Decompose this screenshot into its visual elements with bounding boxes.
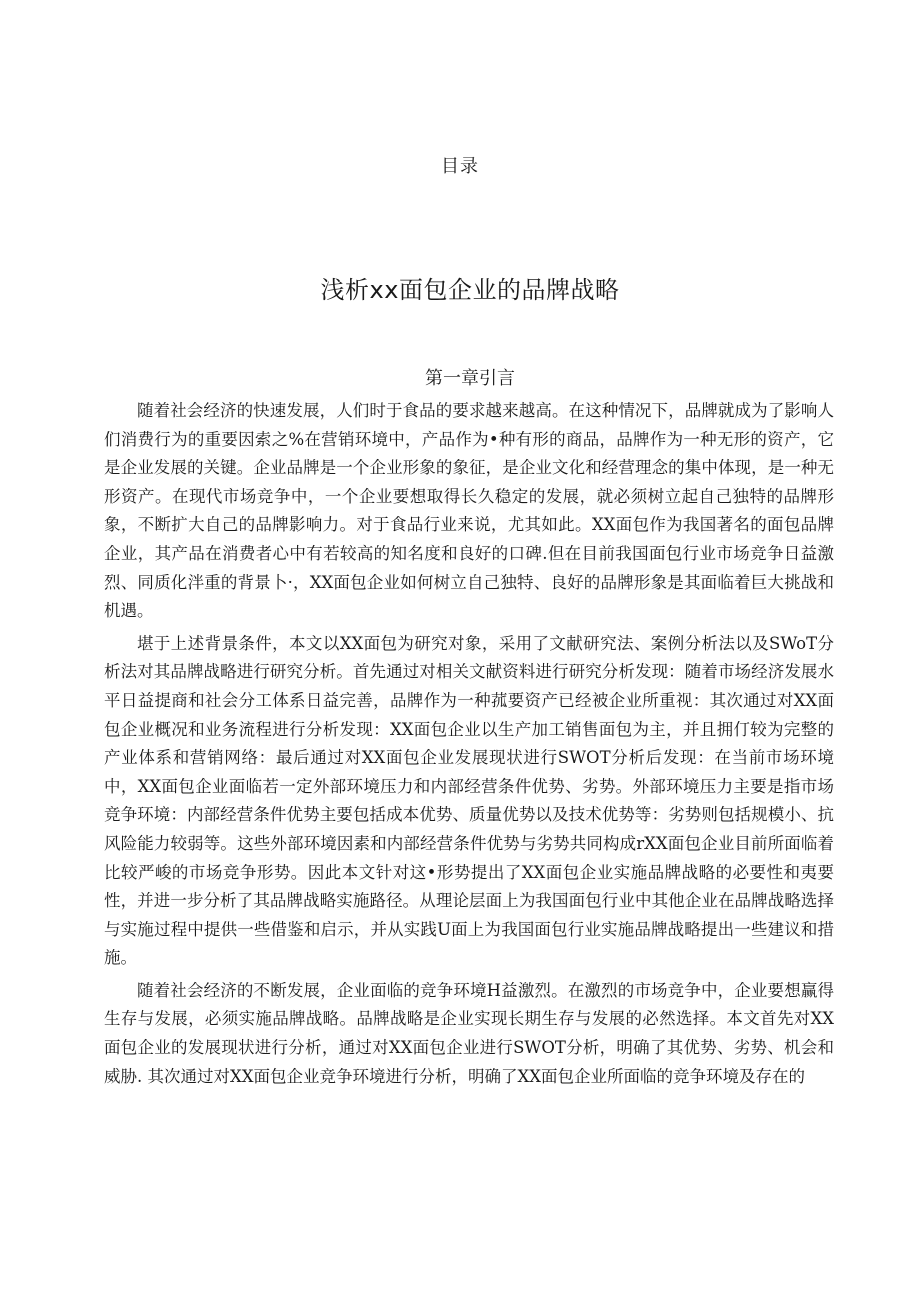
toc-heading: 目录 xyxy=(441,156,479,177)
paragraph-1: 随着社会经济的快速发展，人们时于食品的要求越来越高。在这种情况下，品牌就成为了影响人们消费行为的重要因索之%在营销环境中，产品作为•种有形的商品，品牌作为一种无形的资产，它是企业发展的关键。企业品牌是一个企业形象的象征，是企业文化和经营理念的集中体现，是一种无形资产。在现代市场竞争中，一个企业要想取得长久稳定的发展，就必须树立起自己独特的品牌形象，不断扩大自己的品牌影响力。对于食品行业来说，尤其如此。XX面包作为我国著名的面包品牌企业，其产品在消费者心中有若较高的知名度和良好的口碑.但在目前我国面包行业市场竞争日益激烈、同质化泮重的背景卜·，XX面包企业如何树立自己独特、良好的品牌形象是其面临着巨大挑战和机遇。 xyxy=(104,401,834,621)
body-text xyxy=(104,397,834,1095)
paragraph-2: 堪于上述背景条件，本文以XX面包为研究对象，采用了文献研究法、案例分析法以及SWoT分析法对其品牌战略进行研究分析。首先通过对相关文献资料进行研究分析发现：随着市场经济发展水平日益提商和社会分工体系日益完善，品牌作为一种菰要资产已经被企业所重视：其次通过对XX面包企业概况和业务流程进行分析发现：XX面包企业以生产加工销售面包为主，并且拥仃较为完整的产业体系和营销网络：最后通过对XX面包企业发展现状进行SWOT分析后发现：在当前市场环境中，XX面包企业面临若一定外部环境压力和内部经营条件优势、劣势。外部环境压力主要是指市场竞争环境：内部经营条件优势主要包括成本优势、质量优势以及技术优势等：劣势则包括规模小、抗风险能力较弱等。这些外部环境因素和内部经营条件优势与劣势共同构成rXX面包企业目前所面临着比较严峻的市场竞争形势。因此本文针对这•形势提出了XX面包企业实施品牌战略的必要性和夷要性，并进一步分析了其品牌战略实施路径。从理论层面上为我国面包行业中其他企业在品牌战略选择与实施过程中提供一些借鉴和启示，并从实践U面上为我国面包行业实施品牌战略提出一些建议和措施。 xyxy=(104,633,834,968)
document-title: 浅析xx面包企业的品牌战略 xyxy=(320,276,620,304)
chapter-heading: 第一章引言 xyxy=(425,368,515,389)
paragraph-3: 随着社会经济的不断发展，企业面临的竞争环境H益激烈。在激烈的市场竞争中，企业要想赢得生存与发展，必须实施品牌战略。品牌战略是企业实现长期生存与发展的必然选择。本文首先对XX面包企业的发展现状进行分析，通过对XX面包企业进行SWOT分析，明确了其优势、劣势、机会和威胁. 其次通过对XX面包企业竞争环境进行分析，明确了XX面包企业所面临的竞争环境及存在的 xyxy=(104,980,834,1086)
